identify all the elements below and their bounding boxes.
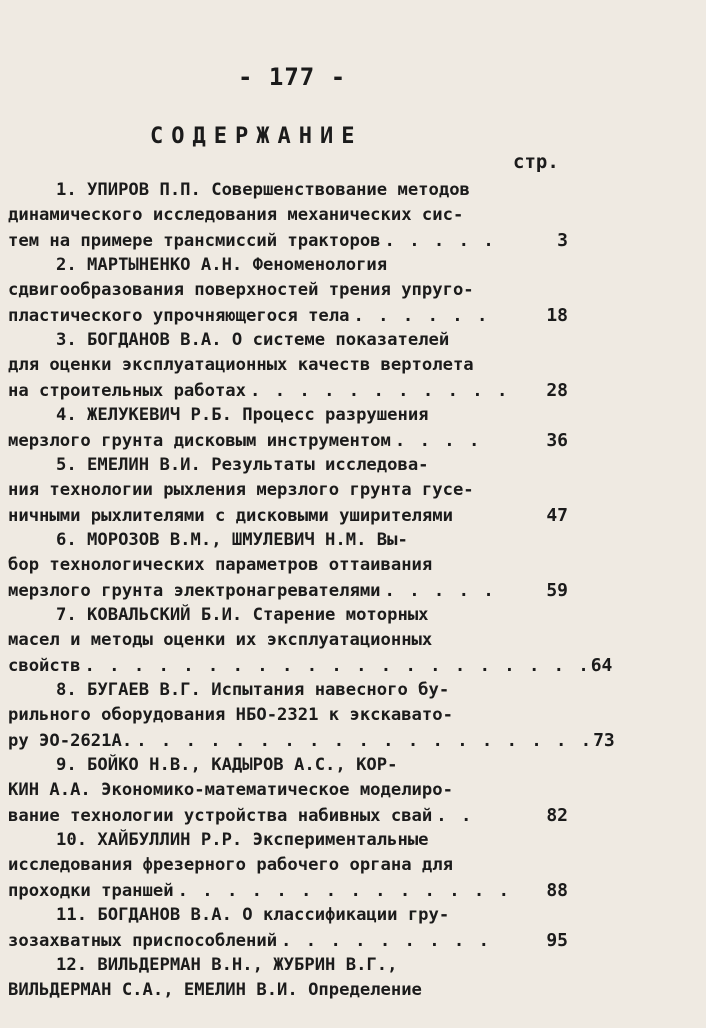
dot-leader: . . — [436, 806, 474, 826]
entry-last-line — [8, 378, 568, 403]
entry-last-line — [8, 803, 568, 828]
entry-text: проходки траншей — [8, 881, 174, 901]
entry-text: мерзлого грунта электронагревателями — [8, 581, 381, 601]
entry-page-number: 18 — [546, 305, 568, 326]
entry-page-number: 36 — [546, 430, 568, 451]
dot-leader: . . . . . . . . . . . . . . . . . . . — [136, 731, 594, 751]
entry-text: зозахватных приспособлений — [8, 931, 278, 951]
contents-entry — [8, 328, 568, 403]
entry-line: 3. БОГДАНОВ В.А. О системе показателей — [56, 330, 450, 350]
entry-line: 11. БОГДАНОВ В.А. О классификации гру- — [56, 905, 450, 925]
entry-last-line — [8, 228, 568, 253]
page-column-label: стр. — [513, 151, 559, 173]
entry-text: на строительных работах — [8, 381, 246, 401]
entry-line: 10. ХАЙБУЛЛИН Р.Р. Экспериментальные — [56, 830, 429, 850]
entry-page-number: 47 — [546, 505, 568, 526]
dot-leader: . . . . . — [384, 231, 496, 251]
entry-line: 8. БУГАЕВ В.Г. Испытания навесного бу- — [56, 680, 450, 700]
contents-list — [8, 178, 615, 1003]
entry-text: пластического упрочняющегося тела — [8, 306, 350, 326]
entry-line: 9. БОЙКО Н.В., КАДЫРОВ А.С., КОР- — [56, 755, 398, 775]
entry-last-line — [8, 653, 613, 678]
entry-page-number: 73 — [593, 730, 615, 751]
entry-line: сдвигообразования поверхностей трения упруго- — [8, 280, 474, 300]
entry-page-number: 28 — [546, 380, 568, 401]
entry-line: ВИЛЬДЕРМАН С.А., ЕМЕЛИН В.И. Определение — [8, 980, 422, 1000]
entry-line: рильного оборудования НБО-2321 к экскавато- — [8, 705, 453, 725]
contents-entry — [8, 453, 568, 528]
entry-text: вание технологии устройства набивных свай — [8, 806, 433, 826]
page-number: - 177 - — [238, 63, 347, 91]
contents-entry — [8, 178, 568, 253]
contents-entry — [8, 403, 568, 453]
entry-line: ния технологии рыхления мерзлого грунта гусе- — [8, 480, 474, 500]
entry-line: 7. КОВАЛЬСКИЙ Б.И. Старение моторных — [56, 605, 429, 625]
entry-line: 6. МОРОЗОВ В.М., ШМУЛЕВИЧ Н.М. Вы- — [56, 530, 408, 550]
contents-entry — [8, 603, 613, 678]
contents-entry — [8, 678, 615, 753]
entry-line: масел и методы оценки их эксплуатационных — [8, 630, 433, 650]
dot-leader: . . . . . . . . . . . . . . . . . . . . . — [84, 656, 591, 676]
dot-leader: . . . . . . — [353, 306, 490, 326]
entry-page-number: 82 — [546, 805, 568, 826]
contents-heading: СОДЕРЖАНИЕ — [150, 124, 363, 149]
entry-last-line — [8, 303, 568, 328]
contents-entry — [8, 903, 568, 953]
dot-leader: . . . . . — [384, 581, 496, 601]
entry-last-line — [8, 728, 615, 753]
entry-text: свойств — [8, 656, 81, 676]
entry-page-number: 3 — [557, 230, 568, 251]
dot-leader: . . . . . . . . . — [281, 931, 491, 951]
entry-line: 5. ЕМЕЛИН В.И. Результаты исследова- — [56, 455, 429, 475]
contents-entry — [8, 753, 568, 828]
entry-text: тем на примере трансмиссий тракторов — [8, 231, 381, 251]
entry-line: 2. МАРТЫНЕНКО А.Н. Феноменология — [56, 255, 388, 275]
entry-page-number: 95 — [546, 930, 568, 951]
entry-last-line — [8, 503, 568, 528]
entry-last-line — [8, 928, 568, 953]
entry-line: 4. ЖЕЛУКЕВИЧ Р.Б. Процесс разрушения — [56, 405, 429, 425]
entry-text: ничными рыхлителями с дисковыми уширителями — [8, 506, 453, 526]
dot-leader: . . . . . . . . . . . . . . — [177, 881, 511, 901]
entry-line: для оценки эксплуатационных качеств вертолета — [8, 355, 474, 375]
entry-line: исследования фрезерного рабочего органа для — [8, 855, 453, 875]
entry-line: бор технологических параметров оттаивания — [8, 555, 433, 575]
dot-leader: . . . . — [394, 431, 482, 451]
contents-entry — [8, 528, 568, 603]
entry-page-number: 59 — [546, 580, 568, 601]
entry-last-line — [8, 578, 568, 603]
contents-entry — [8, 828, 568, 903]
entry-last-line — [8, 428, 568, 453]
contents-entry — [8, 253, 568, 328]
entry-line: 1. УПИРОВ П.П. Совершенствование методов — [56, 180, 470, 200]
entry-line: КИН А.А. Экономико-математическое моделиро- — [8, 780, 453, 800]
entry-text: мерзлого грунта дисковым инструментом — [8, 431, 391, 451]
contents-entry — [8, 953, 568, 1003]
entry-page-number: 88 — [546, 880, 568, 901]
entry-text: ру ЭО-2621А. — [8, 731, 133, 751]
dot-leader: . . . . . . . . . . . — [250, 381, 510, 401]
entry-line: динамического исследования механических сис- — [8, 205, 464, 225]
entry-last-line — [8, 878, 568, 903]
entry-line: 12. ВИЛЬДЕРМАН В.Н., ЖУБРИН В.Г., — [56, 955, 398, 975]
entry-page-number: 64 — [590, 655, 613, 676]
